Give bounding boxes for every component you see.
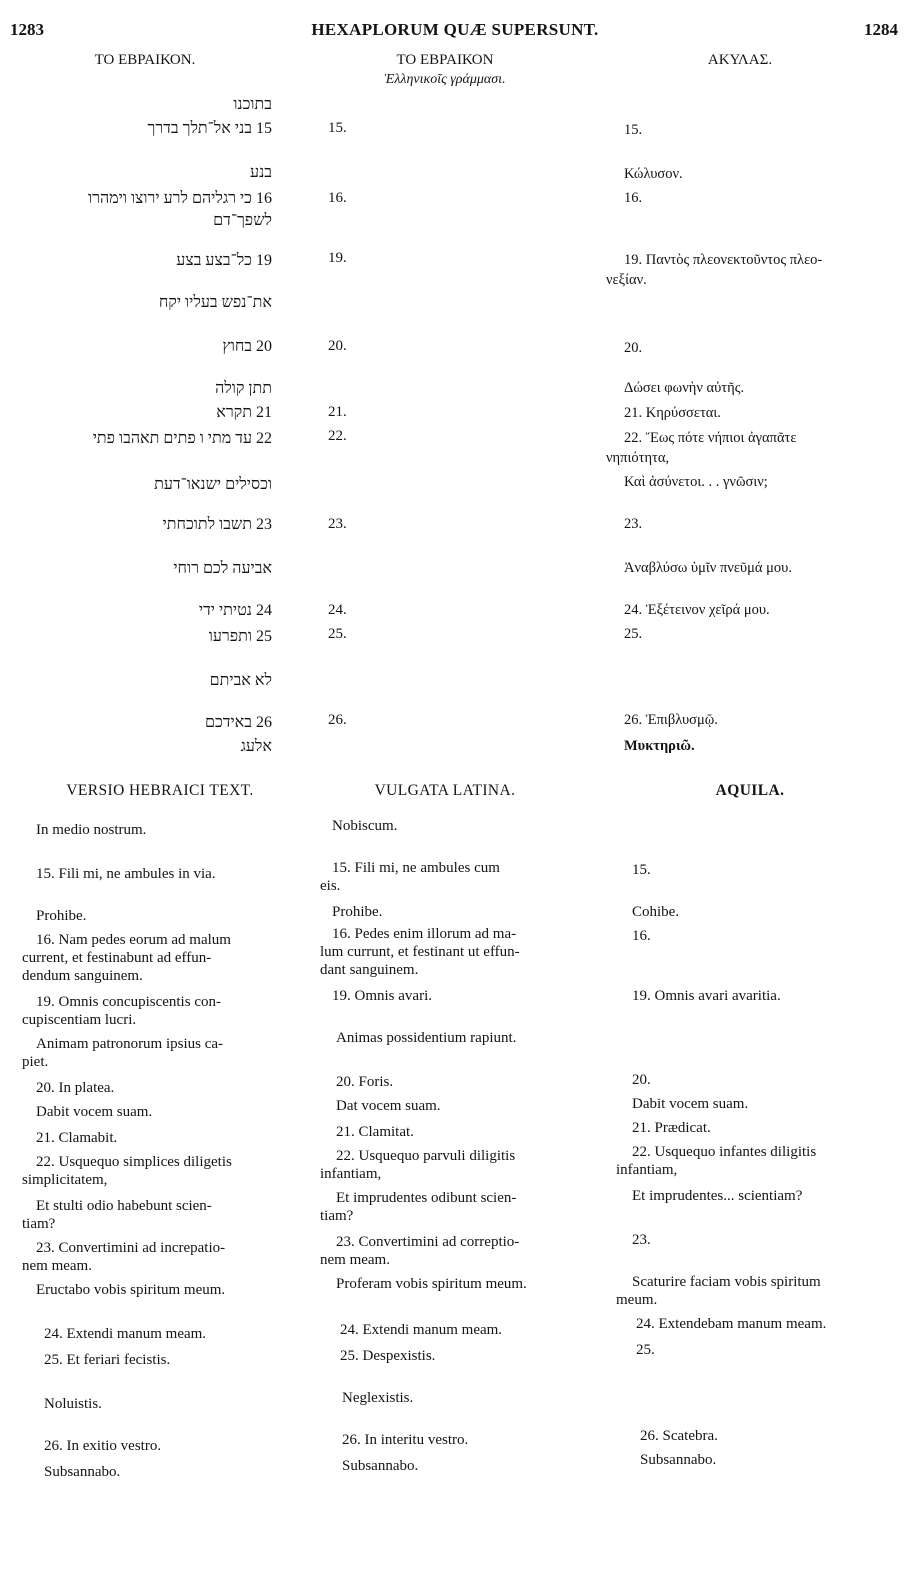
hebrew-line: 16 כי רגליהם לרע ירוצו וימהרו xyxy=(88,190,272,207)
vulgata-line: lum currunt, et festinant ut effun- xyxy=(320,944,520,960)
versio-line: Animam patronorum ipsius ca- xyxy=(36,1036,224,1052)
versio-line: Prohibe. xyxy=(36,908,87,924)
aquila-latin-line: 16. xyxy=(632,928,651,944)
aquila-greek-line: Μυκτηριῶ. xyxy=(624,738,695,754)
versio-line: piet. xyxy=(22,1054,49,1070)
hebrew-line: את־נפש בעליו יקח xyxy=(158,294,272,311)
aquila-latin-line: infantiam, xyxy=(616,1162,678,1178)
aquila-greek-line: 22. Ἕως πότε νήπιοι ἀγαπᾶτε xyxy=(624,430,797,446)
versio-line: Dabit vocem suam. xyxy=(36,1104,153,1120)
vulgata-line: Dat vocem suam. xyxy=(336,1098,441,1114)
transliteration-verse: 25. xyxy=(328,626,347,642)
vulgata-line: Et imprudentes odibunt scien- xyxy=(336,1190,517,1206)
hebrew-line: 23 תשבו לתוכחתי xyxy=(162,516,272,533)
versio-line: 15. Fili mi, ne ambules in via. xyxy=(36,866,216,882)
column-subtitle-transliteration: Ἑλληνικοῖς γράμμασι. xyxy=(384,72,506,87)
aquila-latin-line: Dabit vocem suam. xyxy=(632,1096,749,1112)
aquila-latin-line: 15. xyxy=(632,862,651,878)
vulgata-line: 20. Foris. xyxy=(336,1074,394,1090)
hebrew-line: 25 ותפרעו xyxy=(208,628,272,645)
versio-line: 21. Clamabit. xyxy=(36,1130,118,1146)
transliteration-verse: 22. xyxy=(328,428,347,444)
aquila-greek-line: Δώσει φωνὴν αὐτῆς. xyxy=(624,380,745,396)
hebrew-line: 24 נטיתי ידי xyxy=(198,602,272,619)
hebrew-line: בתוכנו xyxy=(233,96,272,113)
aquila-latin-line: 25. xyxy=(636,1342,655,1358)
aquila-latin-line: Cohibe. xyxy=(632,904,680,920)
vulgata-line: 25. Despexistis. xyxy=(340,1348,436,1364)
hebrew-line: 26 באידכם xyxy=(204,714,272,731)
aquila-latin-line: Subsannabo. xyxy=(640,1452,717,1468)
aquila-greek-line: Ἀναβλύσω ὑμῖν πνεῦμά μου. xyxy=(624,560,792,576)
aquila-latin-line: 21. Prædicat. xyxy=(632,1120,711,1136)
heading-aquila-latin: AQUILA. xyxy=(715,782,785,799)
versio-line: 16. Nam pedes eorum ad malum xyxy=(36,932,231,948)
column-title-aquila: ΑΚΥΛΑΣ. xyxy=(707,52,773,68)
versio-line: dendum sanguinem. xyxy=(22,968,143,984)
hebrew-line: תתן קולה xyxy=(215,380,272,397)
heading-versio-hebraici: VERSIO HEBRAICI TEXT. xyxy=(66,782,254,799)
versio-line: current, et festinabunt ad effun- xyxy=(22,950,212,966)
vulgata-line: Prohibe. xyxy=(332,904,383,920)
vulgata-line: 16. Pedes enim illorum ad ma- xyxy=(332,926,517,942)
versio-line: 20. In platea. xyxy=(36,1080,115,1096)
vulgata-line: eis. xyxy=(320,878,341,894)
versio-line: simplicitatem, xyxy=(22,1172,108,1188)
vulgata-line: Subsannabo. xyxy=(342,1458,419,1474)
vulgata-line: Proferam vobis spiritum meum. xyxy=(336,1276,527,1292)
hebrew-line: אביעה לכם רוחי xyxy=(173,560,272,577)
aquila-greek-line: 23. xyxy=(624,516,643,532)
vulgata-line: tiam? xyxy=(320,1208,354,1224)
hebrew-line: 21 תקרא xyxy=(216,404,272,421)
aquila-greek-line: 20. xyxy=(624,340,643,356)
versio-line: 22. Usquequo simplices diligetis xyxy=(36,1154,232,1170)
versio-line: cupiscentiam lucri. xyxy=(22,1012,137,1028)
transliteration-verse: 16. xyxy=(328,190,347,206)
aquila-latin-line: 22. Usquequo infantes diligitis xyxy=(632,1144,817,1160)
aquila-greek-line: 21. Κηρύσσεται. xyxy=(624,405,721,421)
aquila-latin-line: meum. xyxy=(616,1292,658,1308)
column-title-hebrew: ΤΟ ΕΒΡΑΙΚΟΝ. xyxy=(94,52,196,68)
hebrew-line: לא אביתם xyxy=(209,672,272,689)
aquila-latin-line: 26. Scatebra. xyxy=(640,1428,718,1444)
versio-line: 25. Et feriari fecistis. xyxy=(44,1352,171,1368)
vulgata-line: 22. Usquequo parvuli diligitis xyxy=(336,1148,516,1164)
page-number-left: 1283 xyxy=(10,20,44,39)
aquila-latin-line: 23. xyxy=(632,1232,651,1248)
hebrew-line: בנע xyxy=(250,164,272,181)
versio-line: In medio nostrum. xyxy=(36,822,147,838)
aquila-greek-line: νεξίαν. xyxy=(606,272,647,288)
vulgata-line: dant sanguinem. xyxy=(320,962,419,978)
hebrew-line: וכסילים ישנאו־דעת xyxy=(154,476,272,493)
versio-line: 26. In exitio vestro. xyxy=(44,1438,162,1454)
vulgata-line: Nobiscum. xyxy=(332,818,398,834)
vulgata-line: 26. In interitu vestro. xyxy=(342,1432,469,1448)
heading-vulgata-latina: VULGATA LATINA. xyxy=(374,782,516,799)
vulgata-line: infantiam, xyxy=(320,1166,382,1182)
versio-line: 23. Convertimini ad increpatio- xyxy=(36,1240,226,1256)
transliteration-verse: 24. xyxy=(328,602,347,618)
aquila-latin-line: 24. Extendebam manum meam. xyxy=(636,1316,827,1332)
column-title-transliteration: ΤΟ ΕΒΡΑΙΚΟΝ xyxy=(396,52,494,68)
transliteration-verse: 15. xyxy=(328,120,347,136)
aquila-latin-line: 19. Omnis avari avaritia. xyxy=(632,988,781,1004)
vulgata-line: nem meam. xyxy=(320,1252,390,1268)
aquila-greek-line: 25. xyxy=(624,626,643,642)
running-title: HEXAPLORUM QUÆ SUPERSUNT. xyxy=(311,20,599,39)
vulgata-line: 24. Extendi manum meam. xyxy=(340,1322,503,1338)
versio-line: 19. Omnis concupiscentis con- xyxy=(36,994,221,1010)
aquila-greek-line: 15. xyxy=(624,122,643,138)
transliteration-verse: 23. xyxy=(328,516,347,532)
aquila-greek-line: Κώλυσον. xyxy=(624,166,683,182)
vulgata-line: Animas possidentium rapiunt. xyxy=(336,1030,517,1046)
transliteration-verse: 19. xyxy=(328,250,347,266)
versio-line: Subsannabo. xyxy=(44,1464,121,1480)
aquila-latin-line: Et imprudentes... scientiam? xyxy=(632,1188,803,1204)
versio-line: Noluistis. xyxy=(44,1396,102,1412)
aquila-greek-line: νηπιότητα, xyxy=(606,450,670,466)
vulgata-line: 21. Clamitat. xyxy=(336,1124,414,1140)
aquila-greek-line: Καὶ ἀσύνετοι. . . γνῶσιν; xyxy=(624,474,768,490)
aquila-greek-line: 24. Ἐξέτεινον χεῖρά μου. xyxy=(624,602,770,618)
page-number-right: 1284 xyxy=(864,20,898,39)
aquila-latin-line: Scaturire faciam vobis spiritum xyxy=(632,1274,821,1290)
versio-line: tiam? xyxy=(22,1216,56,1232)
hebrew-line: לשפך־דם xyxy=(213,212,272,229)
aquila-greek-line: 16. xyxy=(624,190,643,206)
transliteration-verse: 21. xyxy=(328,404,347,420)
versio-line: Et stulti odio habebunt scien- xyxy=(36,1198,212,1214)
aquila-greek-line: 26. Ἐπιβλυσμῷ. xyxy=(624,712,718,728)
hebrew-line: 20 בחוץ xyxy=(222,338,272,355)
versio-line: Eructabo vobis spiritum meum. xyxy=(36,1282,226,1298)
vulgata-line: 23. Convertimini ad correptio- xyxy=(336,1234,520,1250)
transliteration-verse: 20. xyxy=(328,338,347,354)
vulgata-line: 15. Fili mi, ne ambules cum xyxy=(332,860,500,876)
versio-line: nem meam. xyxy=(22,1258,92,1274)
vulgata-line: Neglexistis. xyxy=(342,1390,414,1406)
aquila-greek-line: 19. Παντὸς πλεονεκτοῦντος πλεο- xyxy=(624,252,823,268)
hebrew-line: 19 כל־בצע בצע xyxy=(176,252,272,269)
hebrew-line: 22 עד מתי ו פתים תאהבו פתי xyxy=(92,430,272,447)
transliteration-verse: 26. xyxy=(328,712,347,728)
hebrew-line: 15 בני אל־תלך בדרך xyxy=(147,120,272,137)
versio-line: 24. Extendi manum meam. xyxy=(44,1326,207,1342)
aquila-latin-line: 20. xyxy=(632,1072,651,1088)
vulgata-line: 19. Omnis avari. xyxy=(332,988,432,1004)
hebrew-line: אלעג xyxy=(240,738,272,755)
